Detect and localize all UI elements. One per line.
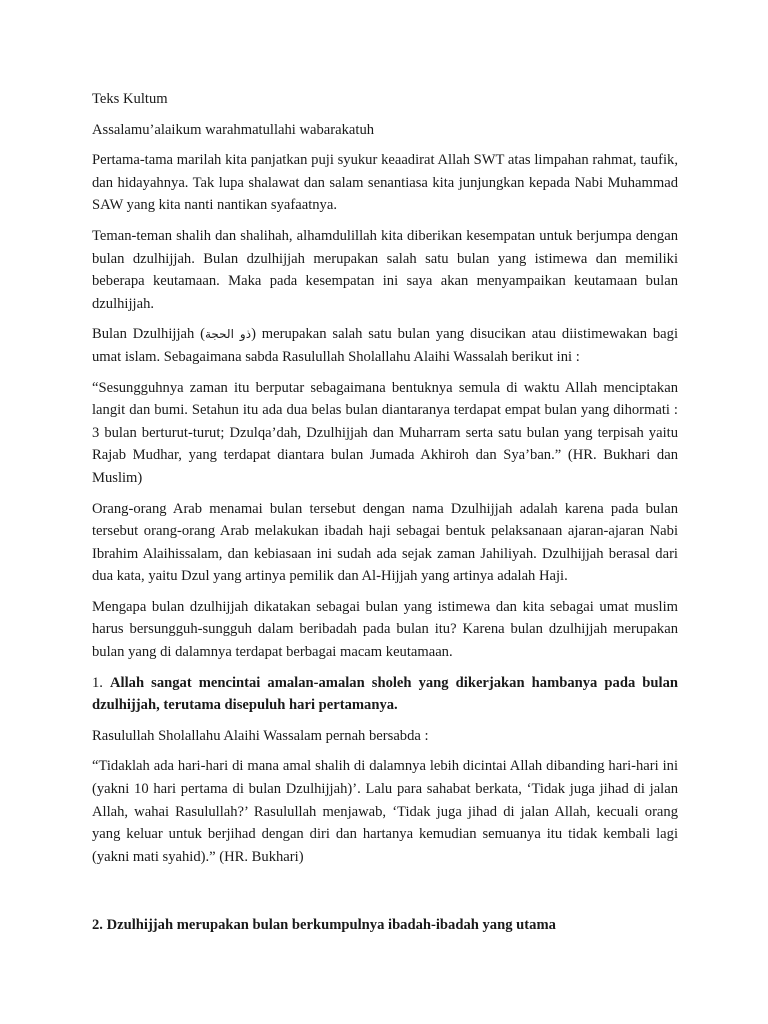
quote-hadith-1: “Sesungguhnya zaman itu berputar sebagaimana bentuknya semula di waktu Allah menciptakan langit dan bumi. Setahun itu ada dua belas bulan diantaranya terdapat empat bulan yang dihormati : 3 bulan berturut-turut; Dzulqa’dah, Dzulhijjah dan Muharram serta satu bulan yang terpisah yaitu Rajab Mudhar, yang terdapat diantara bulan Jumada Akhiroh dan Sya’ban.” (HR. Bukhari dan Muslim) (92, 379, 678, 486)
point-1-heading: Allah sangat mencintai amalan-amalan sholeh yang dikerjakan hambanya pada bulan dzulhijjah, terutama disepuluh hari pertamanya. (92, 674, 679, 714)
paragraph-month (92, 323, 678, 368)
quote-hadith-2: “Tidaklah ada hari-hari di mana amal shalih di dalamnya lebih dicintai Allah dibanding hari-hari ini (yakni 10 hari pertama di bulan Dzulhijjah)’. Lalu para sahabat berkata, ‘Tidak juga jihad di jalan Allah, wahai Rasulullah?’ Rasulullah menjawab, ‘Tidak juga jihad di jalan Allah, kecuali orang yang keluar untuk berjihad dengan diri dan hartanya kemudian semuanya itu tidak kembali lagi (yakni mati syahid).” (HR. Bukhari) (92, 758, 678, 865)
point-1-number: 1. (92, 674, 111, 691)
spacer (92, 876, 678, 914)
paragraph-hadith-intro: Rasulullah Sholallahu Alaihi Wassalam pernah bersabda : (92, 727, 429, 744)
point-2-text: 2. Dzulhijjah merupakan bulan berkumpulnya ibadah-ibadah yang utama (92, 917, 556, 934)
paragraph-why: Mengapa bulan dzulhijjah dikatakan sebagai bulan yang istimewa dan kita sebagai umat muslim harus bersungguh-sungguh dalam beribadah pada bulan itu? Karena bulan dzulhijjah merupakan bulan yang di dalamnya terdapat berbagai macam keutamaan. (92, 598, 678, 661)
document-title: Teks Kultum (92, 91, 168, 107)
paragraph-opening: Pertama-tama marilah kita panjatkan puji syukur keaadirat Allah SWT atas limpahan rahmat, taufik, dan hidayahnya. Tak lupa shalawat dan salam senantiasa kita junjungkan kepada Nabi Muhammad SAW yang kita nanti nantikan syafaatnya. (92, 152, 678, 214)
greeting: Assalamu’alaikum warahmatullahi wabarakatuh (92, 121, 375, 138)
paragraph-arabs: Orang-orang Arab menamai bulan tersebut dengan nama Dzulhijjah adalah karena pada bulan tersebut orang-orang Arab melakukan ibadah haji sebagai bentuk pelaksanaan ajaran-ajaran Nabi Ibrahim Alaihissalam, dan kebiasaan ini sudah ada sejak zaman Jahiliyah. Dzulhijjah berasal dari dua kata, yaitu Dzul yang artinya pemilik dan Al-Hijjah yang artinya adalah Haji. (92, 500, 678, 585)
document-page (92, 88, 678, 945)
point-2-heading (92, 914, 678, 937)
paragraph-month-text-b: ) merupakan salah satu bulan yang disucikan atau diistimewakan bagi umat islam. Sebagaimana sabda Rasulullah Sholallahu Alaihi Wassalah berikut ini : (92, 326, 679, 365)
paragraph-month-text-a: Bulan Dzulhijjah ( (92, 326, 205, 343)
point-1 (92, 672, 678, 717)
paragraph-intro: Teman-teman shalih dan shalihah, alhamdulillah kita diberikan kesempatan untuk berjumpa dengan bulan dzulhijjah. Bulan dzulhijjah merupakan salah satu bulan yang istimewa dan memiliki beberapa keutamaan. Maka pada kesempatan ini saya akan menyampaikan keutamaan bulan dzulhijjah. (92, 227, 678, 312)
arabic-text: ذو الحجة (205, 327, 252, 342)
